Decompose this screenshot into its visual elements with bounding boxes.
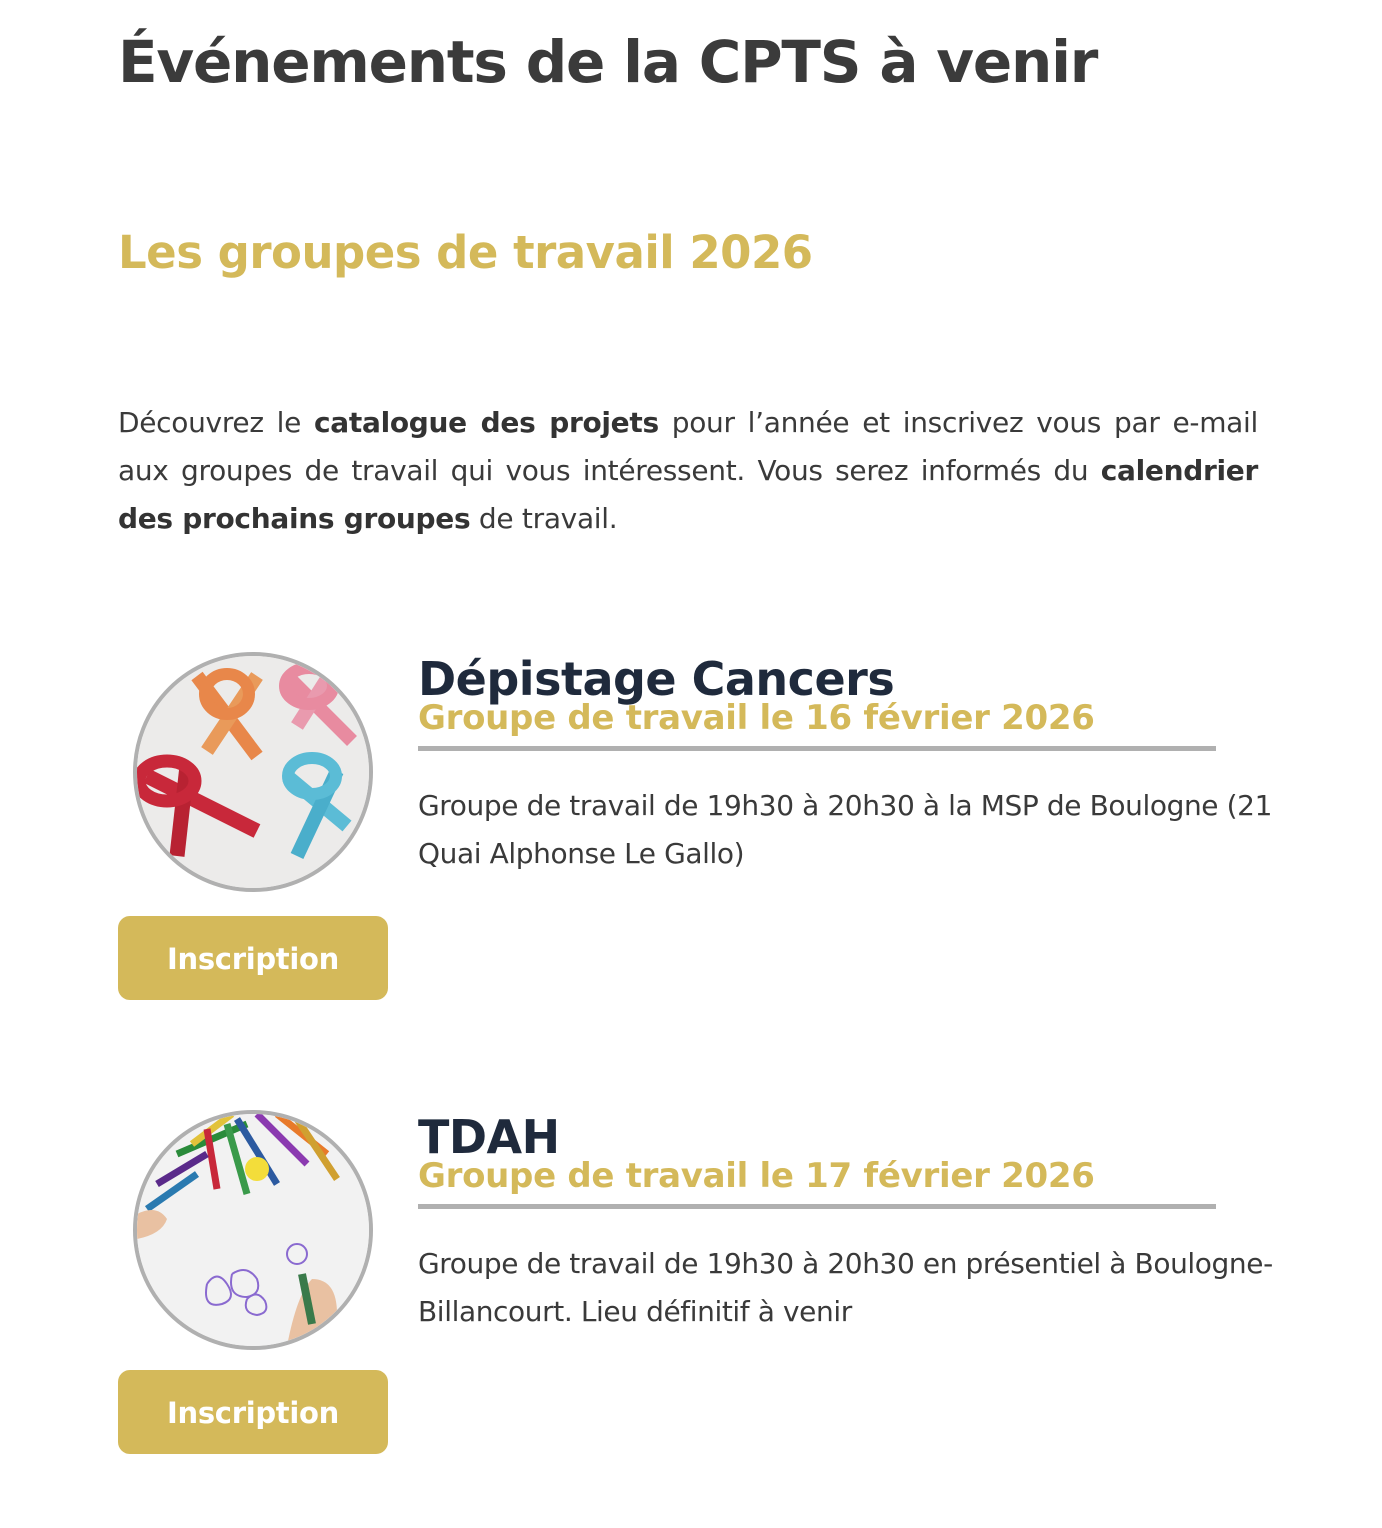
intro-bold-catalogue: catalogue des projets <box>314 406 659 439</box>
event-title: Dépistage Cancers <box>418 652 895 706</box>
page-title: Événements de la CPTS à venir <box>118 28 1098 96</box>
intro-text-1: Découvrez le <box>118 406 314 439</box>
intro-text-2: pour l’année et inscrivez vous par e-mail aux groupes de travail qui vous intéressent. Vous serez informés du <box>118 406 1258 487</box>
event-title: TDAH <box>418 1110 560 1164</box>
event-description: Groupe de travail de 19h30 à 20h30 à la MSP de Boulogne (21 Quai Alphonse Le Gallo) <box>418 789 1272 870</box>
colored-pencils-image <box>133 1110 373 1350</box>
section-title: Les groupes de travail 2026 <box>118 226 813 279</box>
awareness-ribbons-image <box>133 652 373 892</box>
event-date: Groupe de travail le 17 février 2026 <box>418 1156 1095 1196</box>
event-date: Groupe de travail le 16 février 2026 <box>418 698 1095 738</box>
inscription-button-tdah[interactable]: Inscription <box>118 1370 388 1454</box>
event-description: Groupe de travail de 19h30 à 20h30 en présentiel à Boulogne-Billancourt. Lieu définitif à venir <box>418 1247 1273 1328</box>
inscription-button-depistage[interactable]: Inscription <box>118 916 388 1000</box>
intro-bold-calendrier: calendrier des prochains groupes <box>118 454 1258 535</box>
event-divider <box>418 1204 1216 1209</box>
event-divider <box>418 746 1216 751</box>
pencils-illustration <box>137 1114 369 1346</box>
intro-text-3: de travail. <box>470 502 618 535</box>
ribbons-illustration <box>137 656 369 888</box>
intro-paragraph <box>118 399 1258 543</box>
